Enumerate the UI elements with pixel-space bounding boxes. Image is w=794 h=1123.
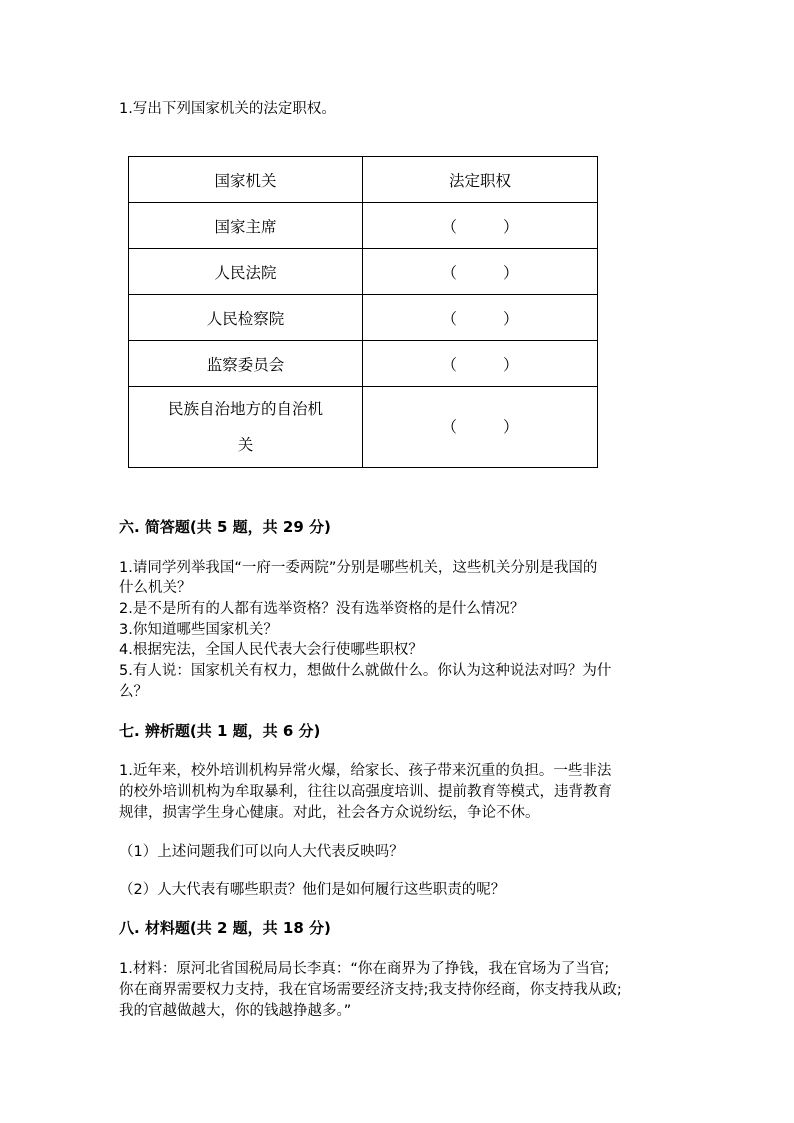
table-row [129, 203, 598, 249]
open-paren: （ [441, 217, 457, 236]
table-row [129, 387, 598, 468]
section-6-line: 3.你知道哪些国家机关？ [119, 622, 278, 638]
section-8-line: 你在商界需要权力支持，我在官场需要经济支持;我支持你经商，你支持我从政; [119, 982, 622, 998]
table-header-row [129, 157, 598, 203]
close-paren: ） [503, 263, 519, 282]
table-row [129, 295, 598, 341]
section-8-line: 1.材料：原河北省国税局局长李真：“你在商界为了挣钱，我在官场为了当官; [119, 961, 610, 977]
section-8-title: 八. 材料题(共 2 题，共 18 分) [119, 919, 331, 937]
state-organs-table [128, 156, 598, 468]
table-row [129, 341, 598, 387]
power-cell[interactable] [363, 249, 598, 295]
power-cell[interactable] [363, 341, 598, 387]
section-7-line: 的校外培训机构为牟取暴利，往往以高强度培训、提前教育等模式，违背教育 [119, 784, 612, 800]
header-power: 法定职权 [363, 157, 598, 203]
section-6-line: 4.根据宪法，全国人民代表大会行使哪些职权？ [119, 642, 423, 658]
organ-line-1: 民族自治地方的自治机 [167, 400, 323, 418]
close-paren: ） [503, 355, 519, 374]
power-cell[interactable] [363, 387, 598, 468]
open-paren: （ [441, 263, 457, 282]
section-6-line: 么？ [119, 684, 148, 700]
power-cell[interactable] [363, 295, 598, 341]
section-7-title: 七. 辨析题(共 1 题，共 6 分) [119, 722, 321, 740]
table-row [129, 249, 598, 295]
section-6-line: 什么机关？ [119, 580, 192, 596]
organ-cell: 监察委员会 [129, 341, 363, 387]
organ-cell [129, 387, 363, 468]
organ-cell: 人民检察院 [129, 295, 363, 341]
section-6-line: 2.是不是所有的人都有选举资格？没有选举资格的是什么情况？ [119, 601, 525, 617]
section-6-title: 六. 简答题(共 5 题，共 29 分) [119, 518, 331, 536]
organ-line-2: 关 [237, 436, 254, 454]
organ-cell: 国家主席 [129, 203, 363, 249]
close-paren: ） [503, 309, 519, 328]
open-paren: （ [441, 418, 457, 436]
question-intro: 1.写出下列国家机关的法定职权。 [119, 101, 336, 117]
open-paren: （ [441, 355, 457, 374]
close-paren: ） [503, 217, 519, 236]
section-7-line: 规律，损害学生身心健康。对此，社会各方众说纷纭，争论不休。 [119, 805, 540, 821]
section-8-line: 我的官越做越大，你的钱越挣越多。” [119, 1003, 352, 1019]
close-paren: ） [503, 418, 519, 436]
section-6-line: 5.有人说：国家机关有权力，想做什么就做什么。你认为这种说法对吗？为什 [119, 663, 612, 679]
section-6-line: 1.请同学列举我国“一府一委两院”分别是哪些机关，这些机关分别是我国的 [119, 560, 598, 576]
header-organ: 国家机关 [129, 157, 363, 203]
organ-cell: 人民法院 [129, 249, 363, 295]
power-cell[interactable] [363, 203, 598, 249]
section-7-sub-question-2: （2）人大代表有哪些职责？他们是如何履行这些职责的呢？ [119, 882, 506, 898]
section-7-sub-question-1: （1）上述问题我们可以向人大代表反映吗？ [119, 844, 404, 860]
open-paren: （ [441, 309, 457, 328]
section-7-line: 1.近年来，校外培训机构异常火爆，给家长、孩子带来沉重的负担。一些非法 [119, 763, 612, 779]
